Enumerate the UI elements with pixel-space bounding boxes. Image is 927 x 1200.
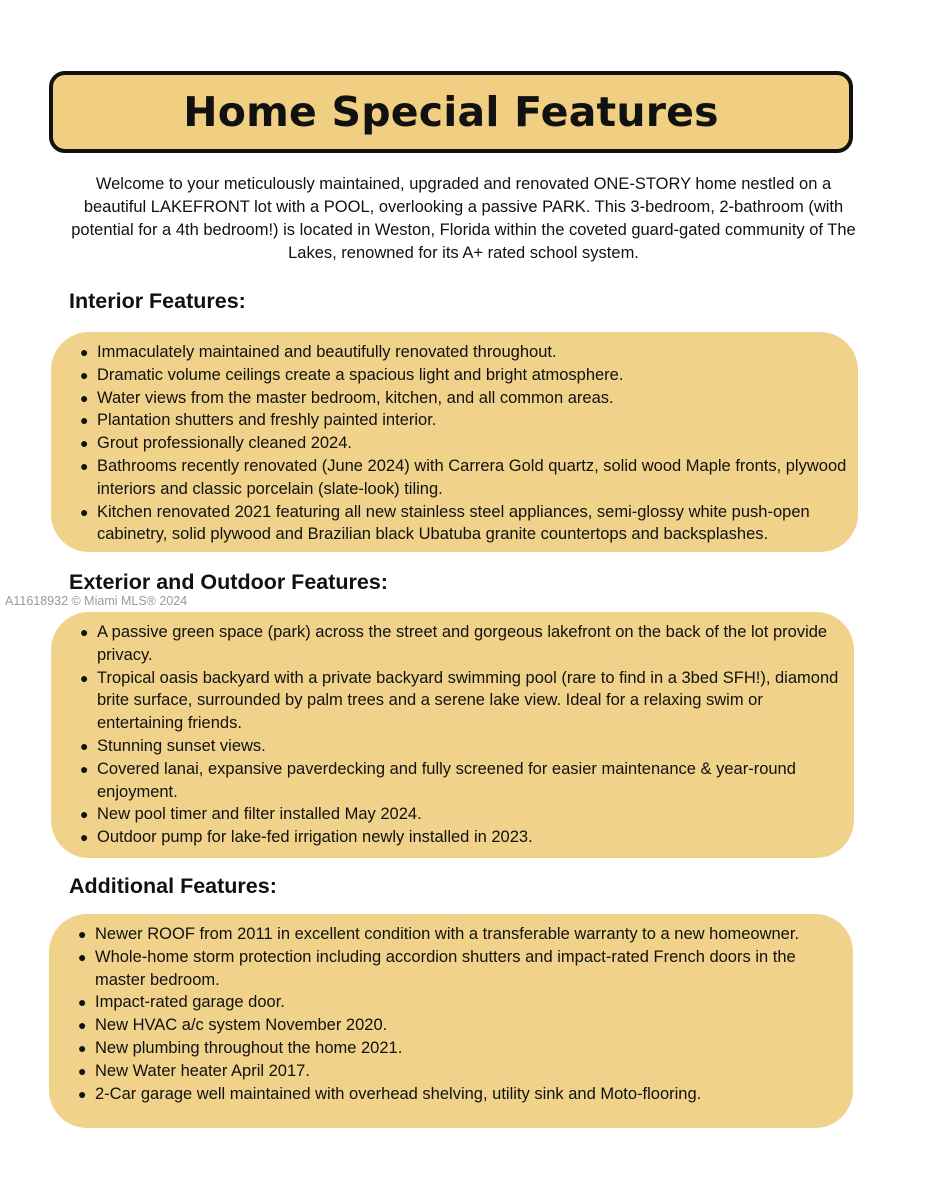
list-item: ● Dramatic volume ceilings create a spacious light and bright atmosphere.: [97, 364, 858, 387]
bullet-icon: ●: [78, 1062, 87, 1079]
list-item: ● New pool timer and filter installed May 2024.: [97, 803, 842, 826]
list-item: ● Whole-home storm protection including accordion shutters and impact-rated French doors in the master bedroom.: [78, 947, 796, 989]
bullet-icon: ●: [80, 669, 89, 686]
bullet-icon: ●: [78, 994, 87, 1011]
exterior-features-heading: Exterior and Outdoor Features:: [69, 570, 388, 594]
bullet-icon: ●: [80, 503, 89, 520]
list-item: ● Kitchen renovated 2021 featuring all new stainless steel appliances, semi-glossy white push-open cabinetry, solid plywood and Brazilian black Ubatuba granite countertops and backsplashes.: [80, 502, 810, 544]
list-item: ● Water views from the master bedroom, kitchen, and all common areas.: [97, 387, 858, 410]
list-item: ● Impact-rated garage door.: [95, 991, 823, 1014]
list-item: ● Immaculately maintained and beautifully renovated throughout.: [97, 341, 858, 364]
bullet-icon: ●: [80, 366, 89, 383]
additional-features-panel: [49, 914, 853, 1128]
bullet-icon: ●: [78, 1085, 87, 1102]
list-item: ● 2-Car garage well maintained with overhead shelving, utility sink and Moto-flooring.: [95, 1083, 823, 1106]
list-item: ● Plantation shutters and freshly painted interior.: [97, 409, 858, 432]
additional-features-heading: Additional Features:: [69, 874, 277, 898]
bullet-icon: ●: [80, 760, 89, 777]
intro-paragraph: Welcome to your meticulously maintained, upgraded and renovated ONE-STORY home nestled on a beautiful LAKEFRONT lot with a POOL, overlooking a passive PARK. This 3-bedroom, 2-bathroom (with potential for a 4th bedroom!) is located in Weston, Florida within the coveted guard-gated community of The Lakes, renowned for its A+ rated school system.: [71, 175, 856, 262]
bullet-icon: ●: [80, 412, 89, 429]
list-item: ● Bathrooms recently renovated (June 2024) with Carrera Gold quartz, solid wood Maple fronts, plywood interiors and classic porcelain (slate-look) tiling.: [80, 456, 847, 498]
list-item: ● A passive green space (park) across the street and gorgeous lakefront on the back of the lot provide privacy.: [80, 623, 828, 664]
bullet-icon: ●: [78, 1039, 87, 1056]
bullet-icon: ●: [80, 829, 89, 846]
list-item: ● New Water heater April 2017.: [95, 1060, 823, 1083]
bullet-icon: ●: [80, 457, 89, 474]
bullet-icon: ●: [78, 948, 87, 965]
bullet-icon: ●: [78, 1017, 87, 1034]
interior-features-panel: [51, 332, 858, 552]
mls-watermark: A11618932 © Miami MLS® 2024: [5, 594, 188, 608]
list-item: ● Grout professionally cleaned 2024.: [97, 432, 858, 455]
list-item: ● Outdoor pump for lake-fed irrigation newly installed in 2023.: [97, 826, 842, 849]
title-box: [49, 71, 853, 153]
bullet-icon: ●: [80, 806, 89, 823]
additional-features-list: [49, 923, 823, 1105]
list-item: ● Tropical oasis backyard with a private backyard swimming pool (rare to find in a 3bed SFH!), diamond brite surface, surrounded by palm trees and a serene lake view. Ideal for a relaxing swim or entertaining friends.: [80, 668, 839, 733]
list-item: ● Stunning sunset views.: [97, 735, 842, 758]
list-item: ● New plumbing throughout the home 2021.: [95, 1037, 823, 1060]
list-item: ● New HVAC a/c system November 2020.: [95, 1014, 823, 1037]
list-item: ● Covered lanai, expansive paverdecking and fully screened for easier maintenance & year-round enjoyment.: [80, 759, 796, 801]
bullet-icon: ●: [80, 737, 89, 754]
page-title: Home Special Features: [183, 88, 719, 136]
bullet-icon: ●: [80, 624, 89, 640]
bullet-icon: ●: [80, 435, 89, 452]
bullet-icon: ●: [78, 926, 87, 942]
bullet-icon: ●: [80, 389, 89, 406]
interior-features-heading: Interior Features:: [69, 289, 246, 313]
exterior-features-panel: [51, 612, 854, 858]
exterior-features-list: [51, 621, 842, 849]
list-item: ● Newer ROOF from 2011 in excellent condition with a transferable warranty to a new homeowner.: [95, 923, 823, 946]
bullet-icon: ●: [80, 344, 89, 360]
interior-features-list: [51, 341, 858, 546]
